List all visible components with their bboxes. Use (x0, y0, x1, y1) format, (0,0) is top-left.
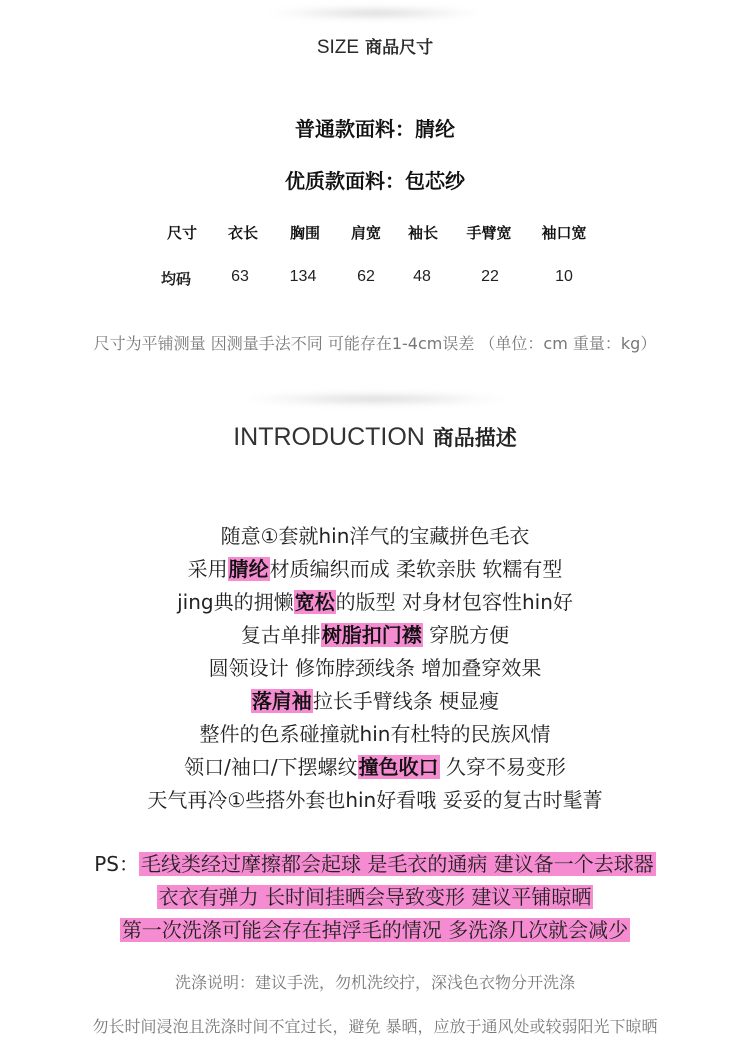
header-cell-size: 尺寸 (166, 224, 198, 242)
intro-section-title (0, 422, 750, 452)
header-cell-cuff-width: 袖口宽 (541, 224, 587, 242)
fabric-standard: 普通款面料：腈纶 (295, 117, 455, 141)
ps-prefix: PS： (94, 852, 140, 876)
table-row (0, 268, 750, 292)
description-line (0, 520, 750, 553)
size-title-en: SIZE (316, 37, 360, 58)
table-cell-length: 63 (231, 268, 249, 285)
size-header-shadow (270, 6, 480, 20)
ps-block (0, 848, 750, 947)
description-line (0, 685, 750, 718)
desc-highlight: 树脂扣门襟 (321, 623, 422, 647)
desc-text: 随意①套就hin洋气的宝藏拼色毛衣 (220, 524, 530, 548)
desc-text: 穿脱方便 (422, 623, 510, 647)
description-line (0, 751, 750, 784)
desc-highlight: 腈纶 (228, 557, 269, 581)
intro-title-cn: 商品描述 (432, 426, 517, 450)
header-cell-arm-width: 手臂宽 (466, 224, 512, 242)
table-cell-shoulder: 62 (357, 268, 375, 285)
header-cell-sleeve: 袖长 (407, 224, 439, 242)
size-table-header-row (0, 222, 750, 246)
desc-text: 拉长手臂线条 梗显瘦 (312, 689, 500, 713)
desc-text: 领口/袖口/下摆螺纹 (184, 755, 358, 779)
ps-line (0, 914, 750, 947)
header-cell-shoulder: 肩宽 (350, 224, 382, 242)
description-line (0, 586, 750, 619)
description-line (0, 652, 750, 685)
desc-text: 的版型 对身材包容性hin好 (335, 590, 573, 614)
wash-note-1: 洗涤说明：建议手洗，勿机洗绞拧，深浅色衣物分开洗涤 (174, 973, 575, 992)
fabric-premium: 优质款面料：包芯纱 (285, 169, 465, 193)
desc-highlight: 落肩袖 (251, 689, 312, 713)
ps-highlight: 第一次洗涤可能会存在掉浮毛的情况 多洗涤几次就会减少 (121, 918, 629, 942)
desc-text: 整件的色系碰撞就hin有杜特的民族风情 (199, 722, 551, 746)
table-cell-arm-width: 22 (481, 268, 499, 285)
table-cell-chest: 134 (289, 268, 317, 285)
ps-highlight: 衣衣有弹力 长时间挂晒会导致变形 建议平铺晾晒 (158, 885, 592, 909)
desc-text: 复古单排 (240, 623, 321, 647)
description-line (0, 718, 750, 751)
intro-header-shadow (245, 392, 505, 406)
description-block (0, 520, 750, 817)
desc-text: 采用 (187, 557, 228, 581)
desc-text: 久穿不易变形 (439, 755, 566, 779)
description-line (0, 619, 750, 652)
desc-highlight: 宽松 (294, 590, 335, 614)
wash-note-2: 勿长时间浸泡且洗涤时间不宜过长，避免 暴晒，应放于通风处或较弱阳光下晾晒 (92, 1017, 658, 1036)
table-cell-size: 均码 (160, 270, 192, 288)
table-cell-sleeve: 48 (413, 268, 431, 285)
ps-line (0, 848, 750, 881)
desc-text: 圆领设计 修饰脖颈线条 增加叠穿效果 (208, 656, 542, 680)
desc-highlight: 撞色收口 (358, 755, 439, 779)
size-title-cn: 商品尺寸 (365, 38, 434, 58)
measure-note: 尺寸为平铺测量 因测量手法不同 可能存在1-4cm误差 （单位：cm 重量：kg） (93, 334, 657, 353)
size-section-title (0, 33, 750, 59)
table-cell-cuff-width: 10 (555, 268, 573, 285)
desc-text: 材质编织而成 柔软亲肤 软糯有型 (269, 557, 563, 581)
header-cell-length: 衣长 (227, 224, 259, 242)
description-line (0, 784, 750, 817)
ps-highlight: 毛线类经过摩擦都会起球 是毛衣的通病 建议备一个去球器 (141, 852, 654, 876)
intro-title-en: INTRODUCTION (233, 423, 425, 451)
desc-text: jing典的拥懒 (177, 590, 294, 614)
description-line (0, 553, 750, 586)
desc-text: 天气再冷①些搭外套也hin好看哦 妥妥的复古时髦菁 (147, 788, 603, 812)
header-cell-chest: 胸围 (289, 224, 321, 242)
ps-line (0, 881, 750, 914)
